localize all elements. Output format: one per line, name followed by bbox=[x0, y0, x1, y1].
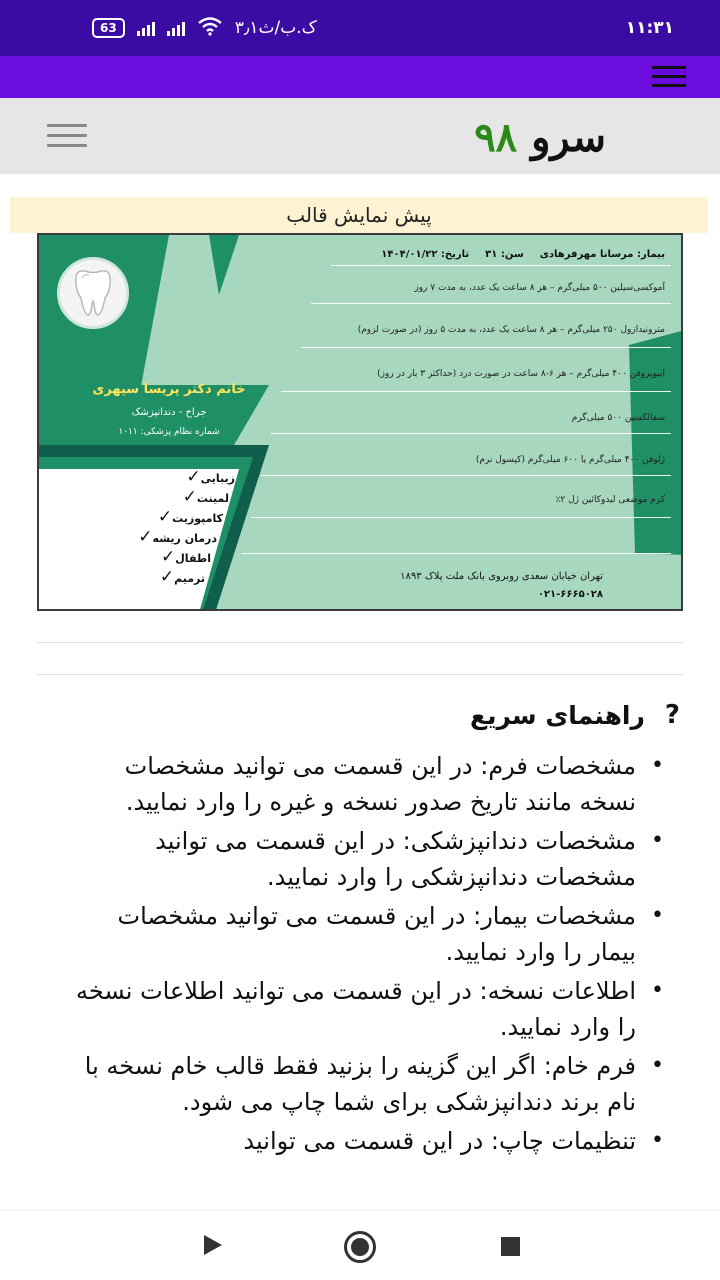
guide-item: • فرم خام: اگر این گزینه را بزنید فقط قالب خام نسخه با نام برند دندانپزشکی برای شما چاپ می شود. bbox=[76, 1048, 636, 1120]
signal-icon bbox=[137, 20, 155, 36]
menu-icon[interactable] bbox=[652, 66, 686, 88]
rx-divider bbox=[311, 303, 671, 304]
guide-item: • اطلاعات نسخه: در این قسمت می توانید اطلاعات نسخه را وارد نمایید. bbox=[76, 973, 636, 1045]
rx-line-1: آموکسی‌سیلین ۵۰۰ میلی‌گرم – هر ۸ ساعت یک عدد، به مدت ۷ روز bbox=[414, 283, 665, 293]
site-header bbox=[0, 98, 720, 174]
rx-divider bbox=[251, 517, 671, 518]
battery-icon: 63 bbox=[92, 18, 125, 38]
clinic-address: تهران خیابان سعدی روبروی بانک ملت پلاک ۱۸۹۳ bbox=[400, 571, 603, 582]
service-label: لمینت bbox=[196, 492, 229, 505]
status-bar bbox=[0, 0, 720, 56]
checkmark-icon: ✓ bbox=[157, 507, 173, 527]
logo-word: سرو bbox=[531, 114, 606, 161]
checkmark-icon: ✓ bbox=[138, 527, 153, 547]
service-label: کامپوزیت bbox=[172, 512, 223, 525]
wifi-icon bbox=[197, 16, 223, 41]
rx-line-6: کرم موضعی لیدوکائین ژل ۲٪ bbox=[555, 495, 665, 505]
license-number: شماره نظام پزشکی: ۱۰۱۱ bbox=[118, 427, 220, 437]
service-item bbox=[157, 547, 211, 567]
hamburger-menu-icon[interactable] bbox=[47, 124, 87, 148]
rx-divider bbox=[261, 475, 671, 476]
question-icon: ? bbox=[664, 700, 680, 730]
patient-name: بیمار: مرسانا مهرفرهادی bbox=[539, 249, 665, 260]
rx-divider bbox=[301, 347, 671, 348]
tooth-logo-icon bbox=[57, 257, 129, 329]
prescription-date: تاریخ: ۱۴۰۴/۰۱/۲۲ bbox=[381, 249, 470, 260]
guide-item: • تنظیمات چاپ: در این قسمت می توانید bbox=[76, 1123, 636, 1159]
service-item bbox=[156, 567, 205, 587]
doctor-specialty: جراح - دندانپزشک bbox=[131, 407, 207, 418]
divider bbox=[37, 642, 683, 643]
rx-line-5: ژلوفن ۴۰۰ میلی‌گرم یا ۶۰۰ میلی‌گرم (کپسول نرم) bbox=[475, 455, 665, 465]
status-icons bbox=[92, 16, 317, 41]
service-label: اطفال bbox=[175, 552, 211, 565]
guide-item: • مشخصات دندانپزشکی: در این قسمت می توانید مشخصات دندانپزشکی را وارد نمایید. bbox=[76, 823, 636, 895]
rx-divider bbox=[331, 265, 671, 266]
quick-guide-title: راهنمای سریع bbox=[470, 700, 645, 730]
rx-divider bbox=[271, 433, 671, 434]
rx-divider bbox=[281, 391, 671, 392]
template-preview-title: پیش نمایش قالب bbox=[10, 197, 708, 233]
guide-item: • مشخصات فرم: در این قسمت می توانید مشخصات نسخه مانند تاریخ صدور نسخه و غیره را وارد نمایید. bbox=[76, 748, 636, 820]
service-item bbox=[154, 507, 223, 527]
rx-line-4: سفالکسین ۵۰۰ میلی‌گرم bbox=[571, 413, 665, 423]
guide-item: • مشخصات بیمار: در این قسمت می توانید مشخصات بیمار را وارد نمایید. bbox=[76, 898, 636, 970]
logo[interactable] bbox=[474, 114, 606, 161]
service-label: درمان ریشه bbox=[152, 532, 217, 545]
recent-apps-icon[interactable] bbox=[501, 1237, 520, 1256]
back-icon[interactable] bbox=[204, 1235, 222, 1255]
checkmark-icon: ✓ bbox=[159, 567, 175, 587]
service-item bbox=[182, 467, 235, 487]
checkmark-icon: ✓ bbox=[182, 487, 197, 507]
divider bbox=[37, 674, 683, 675]
service-label: زیبایی bbox=[200, 472, 235, 485]
rx-line-3: ایبوپروفن ۴۰۰ میلی‌گرم – هر ۶-۸ ساعت در صورت درد (حداکثر ۳ بار در روز) bbox=[377, 369, 665, 379]
service-item bbox=[134, 527, 217, 547]
clinic-phone: ۰۲۱-۶۶۶۵۰۲۸ bbox=[537, 589, 603, 600]
app-bar bbox=[0, 56, 720, 98]
network-speed: ۳٫۱ک.ب/ث bbox=[234, 18, 317, 38]
quick-guide-list bbox=[76, 748, 636, 1162]
clock: ۱۱:۳۱ bbox=[625, 18, 674, 38]
patient-age: سن: ۳۱ bbox=[485, 249, 524, 260]
logo-number: ۹۸ bbox=[474, 114, 518, 161]
rx-line-2: مترونیدازول ۲۵۰ میلی‌گرم – هر ۸ ساعت یک عدد، به مدت ۵ روز (در صورت لزوم) bbox=[357, 325, 665, 335]
home-icon[interactable] bbox=[344, 1231, 376, 1263]
doctor-name: خانم دکتر پریسا سپهری bbox=[92, 382, 246, 397]
quick-guide-heading bbox=[470, 700, 680, 730]
signal-icon-2 bbox=[167, 20, 185, 36]
patient-info-row bbox=[381, 249, 665, 260]
service-item bbox=[179, 487, 229, 507]
service-label: ترمیم bbox=[174, 572, 205, 585]
prescription-template-card bbox=[37, 233, 683, 611]
checkmark-icon: ✓ bbox=[186, 467, 201, 487]
checkmark-icon: ✓ bbox=[161, 547, 176, 567]
rx-divider bbox=[241, 553, 671, 554]
system-nav-bar bbox=[0, 1210, 720, 1280]
